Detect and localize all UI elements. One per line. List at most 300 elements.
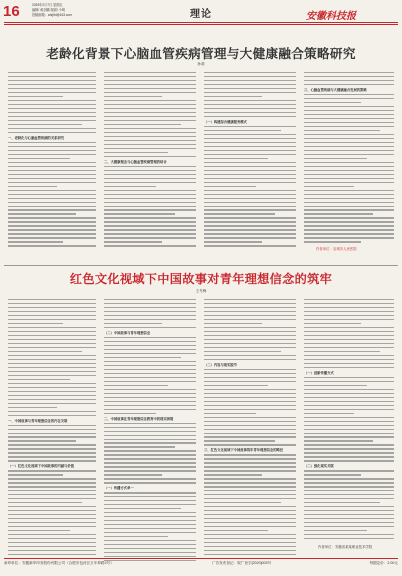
text-line [8,440,76,441]
text-line [104,341,196,342]
text-line [204,436,296,437]
text-line [204,393,296,394]
text-line [104,466,196,467]
text-line [8,411,96,412]
text-line [204,225,296,226]
text-line [304,482,394,483]
text-line [204,154,296,155]
text-line [104,413,156,414]
text-line [304,393,394,394]
text-line [304,538,394,539]
text-line [204,506,296,507]
text-line [8,132,96,133]
text-line [8,104,96,105]
text-line [104,462,196,463]
text-line [104,245,196,246]
header-rule-thin [4,24,398,25]
article1-column-3 [204,72,296,249]
text-line [8,502,82,503]
text-line [304,381,394,382]
text-line [304,102,361,103]
text-line [8,311,96,312]
text-line [304,486,394,487]
text-line [104,458,196,459]
text-line [104,389,196,390]
text-line [8,387,96,388]
text-line [304,241,361,242]
text-line [304,478,394,479]
section-subhead: 三、红色文化视域下中国故事筑牢青年理想信念的路径 [204,448,284,453]
text-line [104,323,162,324]
text-line [204,142,296,143]
text-line [204,526,296,527]
text-line [104,311,196,312]
text-line [8,510,96,511]
text-line [104,217,196,218]
text-line [304,237,394,238]
text-line [204,303,296,304]
section-subhead: 三、心脑血管疾病与大健康融合发展的策略 [304,87,367,92]
text-line [8,108,96,109]
text-line [204,409,296,410]
text-line [204,307,296,308]
article2-column-1 [8,299,96,558]
text-line [104,198,196,199]
text-line [204,170,296,171]
section-subhead: （一）创新传播方式 [304,370,334,375]
text-line [204,470,296,471]
text-line [8,245,96,246]
text-line [204,126,296,127]
text-line [8,522,96,523]
text-line [8,375,96,376]
text-line [8,213,76,214]
text-line [204,498,296,499]
text-line [204,429,296,430]
text-line [8,355,96,356]
text-line [304,178,394,179]
text-line [204,490,296,491]
text-line [304,367,394,368]
text-line [104,470,196,471]
text-line [204,482,296,483]
text-line [204,327,296,328]
text-line [8,343,96,344]
text-line [304,526,394,527]
text-line [204,542,296,543]
text-line [304,229,394,230]
text-line [304,397,394,398]
text-line [204,514,296,515]
text-line [304,506,394,507]
text-line [204,217,296,218]
text-line [204,359,296,360]
article2-column-4 [304,299,394,542]
text-line [8,530,70,531]
text-line [304,413,354,414]
text-line [204,486,296,487]
text-line [304,80,394,81]
text-line [8,120,96,121]
text-line [204,245,296,246]
text-line [8,237,96,238]
text-line [204,96,262,97]
text-line [104,166,196,167]
text-line [204,158,268,159]
text-line [204,323,262,324]
text-line [304,134,394,135]
text-line [304,323,361,324]
text-line [8,371,96,372]
text-line [104,299,196,300]
text-line [8,554,96,555]
text-line [204,502,281,503]
text-line [304,170,394,171]
section-title: 理论 [190,9,212,20]
text-line [204,84,296,85]
masthead-logo: 安徽科技报 [306,11,356,22]
text-line [304,84,394,85]
email-line: 投稿邮箱：ahrjlbl@163.com [32,13,72,18]
text-line [104,528,196,529]
text-line [304,76,394,77]
text-line [304,327,394,328]
text-line [204,351,281,352]
text-line [304,182,394,183]
article-separator [4,265,398,266]
text-line [304,359,394,360]
text-line [8,470,96,471]
text-line [204,534,296,535]
footer-price: 每期定价：2.00元 [369,561,398,565]
text-line [8,186,57,187]
text-line [204,444,296,445]
text-line [304,142,394,143]
text-line [304,162,394,163]
text-line [204,474,262,475]
text-line [304,146,394,147]
text-line [104,190,196,191]
text-line [304,299,394,300]
text-line [8,142,96,143]
text-line [304,494,394,495]
text-line [8,363,96,364]
text-line [104,442,196,443]
text-line [8,202,96,203]
text-line [204,166,296,167]
article1-headline: 老龄化背景下心脑血管疾病管理与大健康融合策略研究 [46,46,356,61]
text-line [304,405,394,406]
text-line [304,186,354,187]
editor-line: 编辑/ 黄剑鹏 版面/ 小明 [32,8,66,13]
text-line [304,154,394,155]
article2-column-3 [204,299,296,558]
text-line [104,303,196,304]
article1-byline: 孙莉 [197,62,205,66]
text-line [8,331,96,332]
text-line [104,221,196,222]
text-line [8,116,96,117]
text-line [8,319,96,320]
text-line [304,72,394,73]
section-subhead: 二、大健康理念与心脑血管疾病管理的结合 [104,159,167,164]
text-line [104,450,196,451]
text-line [204,72,296,73]
text-line [8,315,96,316]
text-line [104,96,162,97]
text-line [304,343,394,344]
text-line [304,213,373,214]
text-line [204,389,296,390]
text-line [304,138,394,139]
text-line [104,209,196,210]
text-line [8,198,96,199]
text-line [204,466,296,467]
text-line [104,327,196,328]
text-line [304,474,361,475]
text-line [104,496,196,497]
text-line [8,391,96,392]
text-line [8,538,96,539]
text-line [304,339,394,340]
text-line [8,399,96,400]
text-line [204,182,296,183]
text-line [104,136,196,137]
text-line [304,158,367,159]
text-line [104,337,196,338]
text-line [104,431,196,432]
section-subhead: （一）红色文化视域下中国故事的内涵与价值 [8,464,74,469]
page-header [0,0,402,40]
text-line [204,550,296,551]
text-line [204,454,296,455]
text-line [104,120,196,121]
text-line [8,433,96,434]
text-line [204,134,296,135]
text-line [104,427,196,428]
text-line [204,237,296,238]
text-line [8,403,96,404]
text-line [8,498,96,499]
text-line [8,395,96,396]
text-line [8,542,96,543]
text-line [304,429,394,430]
text-line [8,444,96,445]
text-line [204,478,296,479]
text-line [104,132,196,133]
article2-author-note: 作者单位：安徽省某某职业技术学院 [318,545,373,549]
text-line [104,385,168,386]
text-line [8,436,96,437]
text-line [104,206,196,207]
footer-rule [4,558,398,559]
text-line [104,500,196,501]
article2-headline: 红色文化视域下中国故事对青年理想信念的筑牢 [69,272,333,286]
text-line [204,202,296,203]
text-line [8,174,96,175]
issue-meta [32,3,72,19]
text-line [204,522,296,523]
text-line [204,100,296,101]
text-line [104,140,196,141]
text-line [8,526,96,527]
text-line [304,98,394,99]
section-subhead: （一）构建综合健康服务模式 [204,119,247,124]
text-line [304,198,394,199]
text-line [204,138,296,139]
text-line [304,94,394,95]
text-line [204,347,296,348]
text-line [104,76,196,77]
text-line [8,546,96,547]
text-line [304,209,394,210]
text-line [204,198,296,199]
text-line [104,178,196,179]
text-line [104,446,175,447]
text-line [104,349,196,350]
text-line [8,407,57,408]
section-subhead: （二）强化现实关联 [304,464,334,469]
section-subhead: （一）传播方式单一 [104,486,134,491]
text-line [204,88,296,89]
text-line [104,116,196,117]
text-line [104,409,196,410]
text-line [8,154,96,155]
text-line [204,421,296,422]
text-line [104,241,162,242]
text-line [104,512,196,513]
text-line [304,433,394,434]
text-line [8,88,96,89]
text-line [104,357,181,358]
text-line [204,373,296,374]
text-line [204,546,296,547]
text-line [204,146,296,147]
header-rule [4,22,398,23]
text-line [204,355,296,356]
text-line [104,108,196,109]
text-line [104,174,196,175]
text-line [204,458,296,459]
text-line [304,389,394,390]
text-line [104,100,196,101]
text-line [8,367,96,368]
text-line [304,126,394,127]
text-line [8,194,96,195]
text-line [304,166,394,167]
text-line [8,146,96,147]
text-line [104,225,196,226]
text-line [204,311,296,312]
text-line [304,319,394,320]
text-line [204,233,296,234]
text-line [304,490,394,491]
text-line [8,550,96,551]
text-line [104,84,196,85]
text-line [304,440,373,441]
text-line [304,303,394,304]
text-line [104,152,168,153]
text-line [104,233,196,234]
text-line [204,178,296,179]
text-line [204,554,296,555]
text-line [104,401,196,402]
text-line [204,206,296,207]
text-line [304,307,394,308]
text-line [8,335,96,336]
text-line [304,114,394,115]
text-line [8,96,63,97]
text-line [304,522,394,523]
text-line [8,158,70,159]
text-line [304,456,394,457]
text-line [204,190,296,191]
text-line [8,221,96,222]
text-line [8,429,96,430]
text-line [304,436,394,437]
text-line [304,502,380,503]
text-line [104,381,196,382]
text-line [104,88,196,89]
text-line [8,415,96,416]
text-line [304,190,394,191]
text-line [104,213,175,214]
text-line [8,494,96,495]
text-line [304,150,394,151]
text-line [104,80,196,81]
text-line [204,92,296,93]
text-line [8,128,96,129]
text-line [204,530,268,531]
text-line [204,413,256,414]
text-line [204,76,296,77]
section-subhead: 一、中国故事与青年理想信念的内在关联 [8,418,68,423]
text-line [204,80,296,81]
text-line [104,194,196,195]
text-line [8,178,96,179]
text-line [304,335,394,336]
text-line [8,233,96,234]
text-line [204,417,296,418]
text-line [104,474,162,475]
text-line [304,448,394,449]
text-line [8,80,96,81]
article1-column-2 [104,72,196,249]
text-line [8,190,96,191]
text-line [104,393,196,394]
text-line [8,478,96,479]
text-line [8,209,96,210]
article2-byline: 王冬梅 [195,289,207,293]
text-line [304,417,394,418]
text-line [8,92,96,93]
text-line [204,112,296,113]
text-line [204,405,296,406]
text-line [104,186,156,187]
text-line [104,520,196,521]
text-line [104,124,181,125]
text-line [204,130,281,131]
text-line [8,303,96,304]
text-line [104,478,196,479]
text-line [204,397,296,398]
text-line [304,452,394,453]
text-line [8,124,82,125]
text-line [304,460,394,461]
text-line [204,381,296,382]
text-line [8,460,96,461]
text-line [304,534,394,535]
